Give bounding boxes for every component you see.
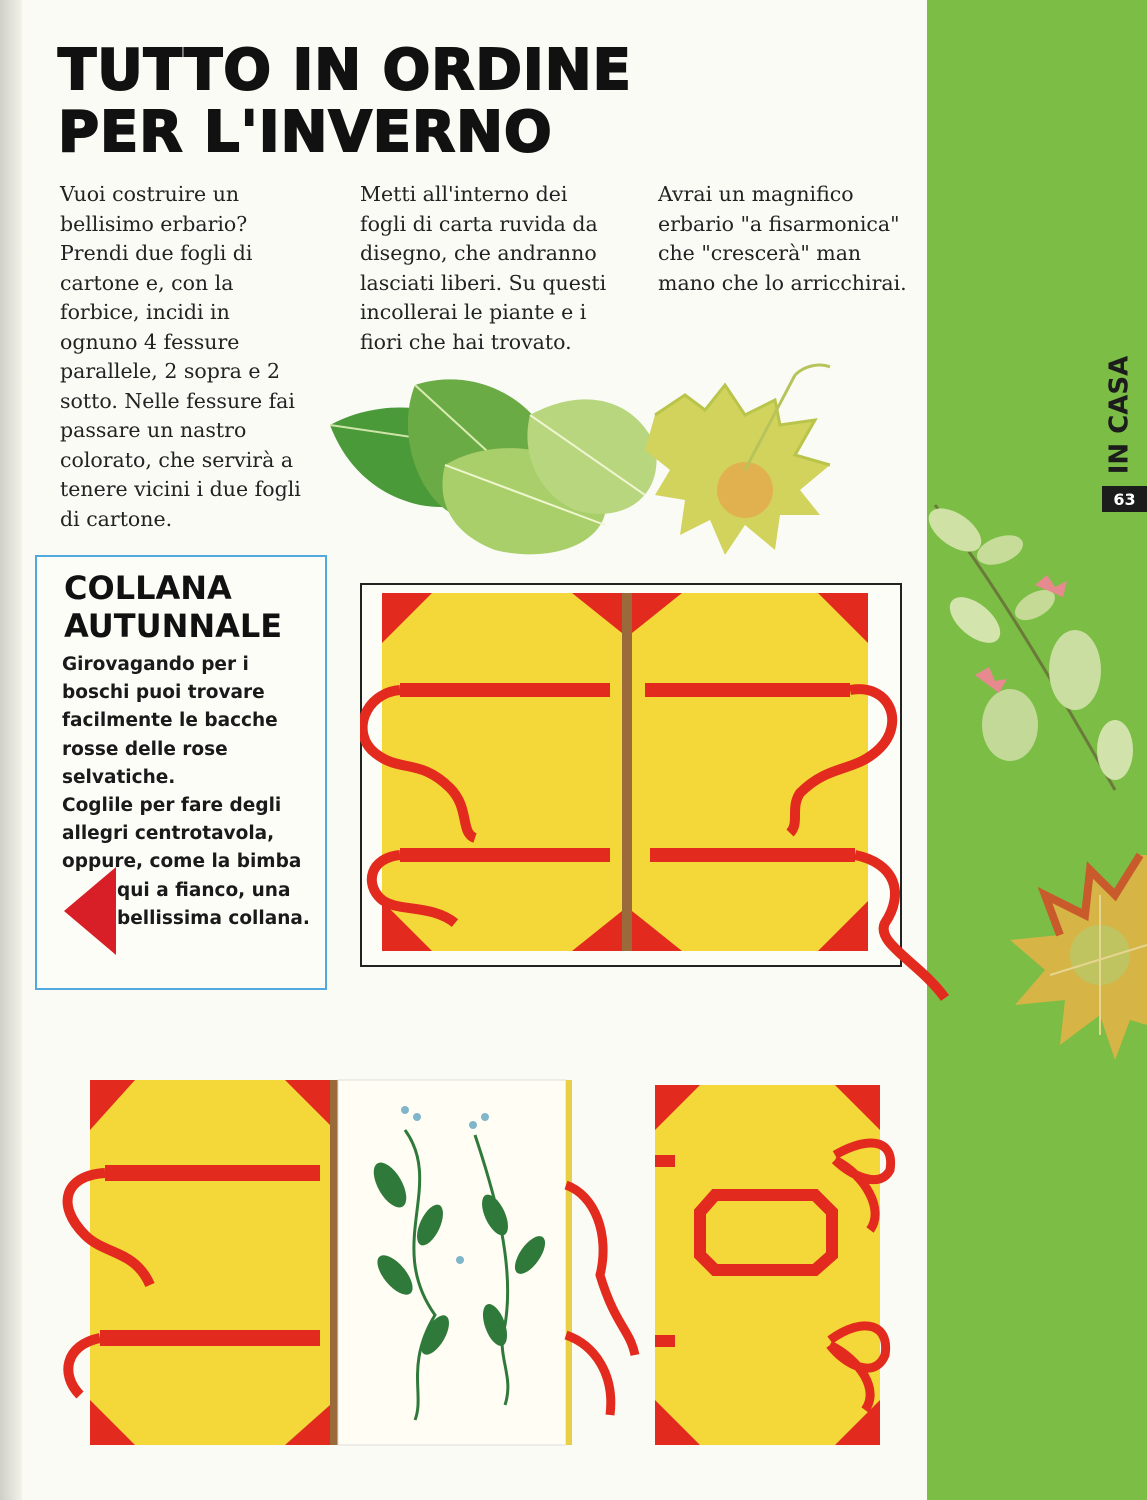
text-column-2: Metti all'interno dei fogli di carta ruvida da disegno, che andranno lasciati liberi. Su questi incollerai le piante e i fiori che hai trovato. (360, 182, 607, 354)
box-paragraph-2b: qui a fianco, una bellissima collana. (117, 879, 310, 929)
text-column-3: Avrai un magnifico erbario "a fisarmonica" che "crescerà" man mano che lo arricchirai. (658, 182, 907, 295)
herbarium-closed-illustration (650, 1080, 910, 1450)
title-line-2: PER L'INVERNO (58, 100, 553, 165)
box-paragraph-2a: Coglile per fare degli allegri centrotavola, oppure, come la bimba (62, 795, 302, 873)
herbarium-pressed-flowers-illustration (55, 1075, 645, 1455)
section-label (1097, 355, 1141, 475)
text-column-1: Vuoi costruire un bellisimo erbario? Prendi due fogli di cartone e, con la forbice, incidi in ognuno 4 fessure parallele, 2 sopra e 2 sotto. Nelle fessure fai passare un nastro colorato, che servirà a tenere vicini i due fogli di cartone. (60, 182, 301, 531)
info-box (35, 555, 327, 990)
section-label-text: IN CASA (1104, 355, 1135, 475)
box-title-line-2: AUTUNNALE (64, 607, 283, 645)
maple-leaf-illustration (990, 835, 1147, 1065)
box-title-line-1: COLLANA (64, 569, 232, 607)
page-title (58, 40, 678, 164)
page-number: 63 (1102, 486, 1147, 512)
leaves-illustration (325, 355, 895, 585)
title-line-1: TUTTO IN ORDINE (58, 38, 632, 103)
page-spine (0, 0, 22, 1500)
box-title (64, 569, 324, 645)
arrow-left-icon (64, 867, 116, 955)
box-paragraph-1: Girovagando per i boschi puoi trovare facilmente le bacche rosse delle rose selvatiche. (62, 654, 278, 788)
herbarium-open-illustration (360, 583, 950, 1003)
